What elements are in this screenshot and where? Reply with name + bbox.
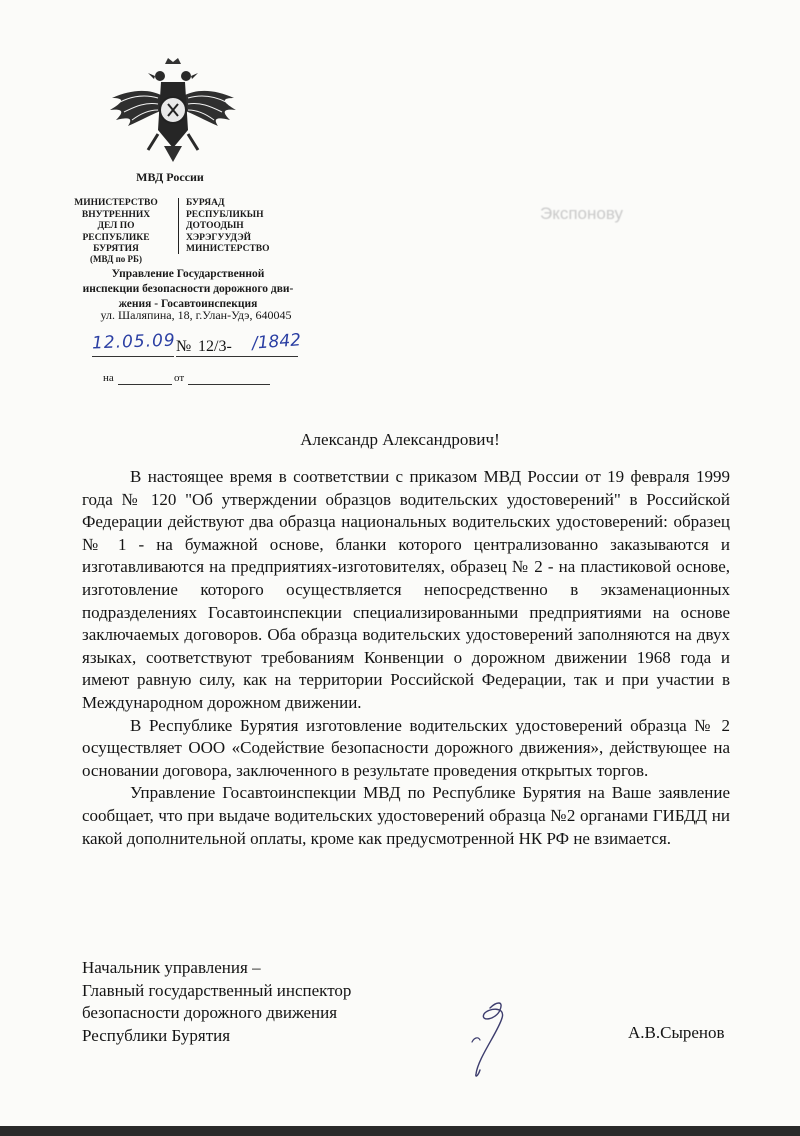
date-underline	[92, 356, 174, 357]
body-paragraph: Управление Госавтоинспекции МВД по Республике Бурятия на Ваше заявление сообщает, что при выдаче водительских удостоверений образца №2 органами ГИБДД ни какой дополнительной оплаты, кроме как предусмотренной НК РФ не взимается.	[82, 783, 730, 848]
body-paragraph: В Республике Бурятия изготовление водительских удостоверений образца № 2 осуществляет ООО «Содействие безопасности дорожного движения», действующее на основании договора, заключенного в результате проведения открытых торгов.	[82, 715, 730, 780]
letter-body	[82, 466, 730, 850]
department-address: ул. Шаляпина, 18, г.Улан-Удэ, 640045	[100, 308, 292, 322]
signatory-title	[82, 957, 351, 1047]
signatory-title-line: Главный государственный инспектор	[82, 980, 352, 1000]
ministry-right-line: ХЭРЭГУУДЭЙ	[186, 232, 252, 243]
handwritten-signature	[450, 998, 540, 1080]
ministry-left-line: БУРЯТИЯ	[93, 244, 139, 254]
reference-date-blank	[188, 384, 270, 385]
signatory-title-line: безопасности дорожного движения	[82, 1003, 338, 1022]
handwritten-registration-date: 12.05.09	[91, 330, 177, 354]
ministry-right-line: БУРЯАД	[186, 198, 225, 208]
signatory-name: А.В.Сыренов	[628, 1023, 725, 1042]
reference-number-blank	[118, 384, 172, 385]
ministry-left-line: МИНИСТЕРСТВО	[74, 198, 158, 208]
reference-from-label: от	[174, 372, 185, 384]
signatory-title-line: Республики Бурятия	[82, 1025, 231, 1045]
ministry-name-russian	[60, 198, 172, 256]
department-line: жения - Госавтоинспекция	[118, 298, 258, 310]
department-line: инспекции безопасности дорожного дви-	[82, 283, 294, 295]
ministry-name-buryat	[186, 198, 286, 256]
ministry-right-line: ДОТООДЫН	[186, 221, 244, 231]
faded-addressee-text: Экспонову	[540, 204, 624, 223]
ministry-left-line: ДЕЛ ПО	[97, 221, 135, 231]
ministry-left-line: РЕСПУБЛИКЕ	[82, 232, 150, 243]
ministry-left-line: ВНУТРЕННИХ	[81, 209, 151, 220]
header-divider	[178, 198, 179, 254]
salutation: Александр Александрович!	[300, 430, 500, 449]
number-underline	[176, 356, 298, 357]
double-headed-eagle-emblem	[108, 58, 238, 170]
handwritten-registration-number: /1842	[251, 330, 302, 354]
registration-number-printed: 12/3-	[198, 338, 232, 355]
department-name	[66, 267, 310, 312]
scan-bottom-edge	[0, 1126, 800, 1136]
body-paragraph: В настоящее время в соответствии с приказом МВД России от 19 февраля 1999 года № 120 "Об утверждении образцов водительских удостоверений" в Российской Федерации действуют два образца национальных водительских удостоверений: образец № 1 - на бумажной основе, бланки которого централизованно заказываются и изготавливаются на предприятиях-изготовителях, образец № 2 - на пластиковой основе, изготовление которого осуществляется непосредственно в экзаменационных подразделениях Госавтоинспекции специализированными предприятиями на основе заключаемых договоров. Оба образца водительских удостоверений заполняются на двух языках, соответствуют требованиям Конвенции о дорожном движении 1968 года и имеют равную силу, как на территории Российской Федерации, так и при участии в Международном дорожном движении.	[82, 467, 730, 712]
agency-name: МВД России	[136, 170, 204, 184]
department-line: Управление Государственной	[111, 268, 265, 280]
number-sign: №	[176, 338, 192, 355]
ministry-abbreviation: (МВД по РБ)	[90, 254, 142, 264]
ministry-right-line: РЕСПУБЛИКЫН	[186, 209, 264, 220]
ministry-right-line: МИНИСТЕРСТВО	[186, 244, 270, 254]
reference-on-label: на	[103, 372, 114, 384]
signatory-title-line: Начальник управления –	[82, 958, 261, 977]
